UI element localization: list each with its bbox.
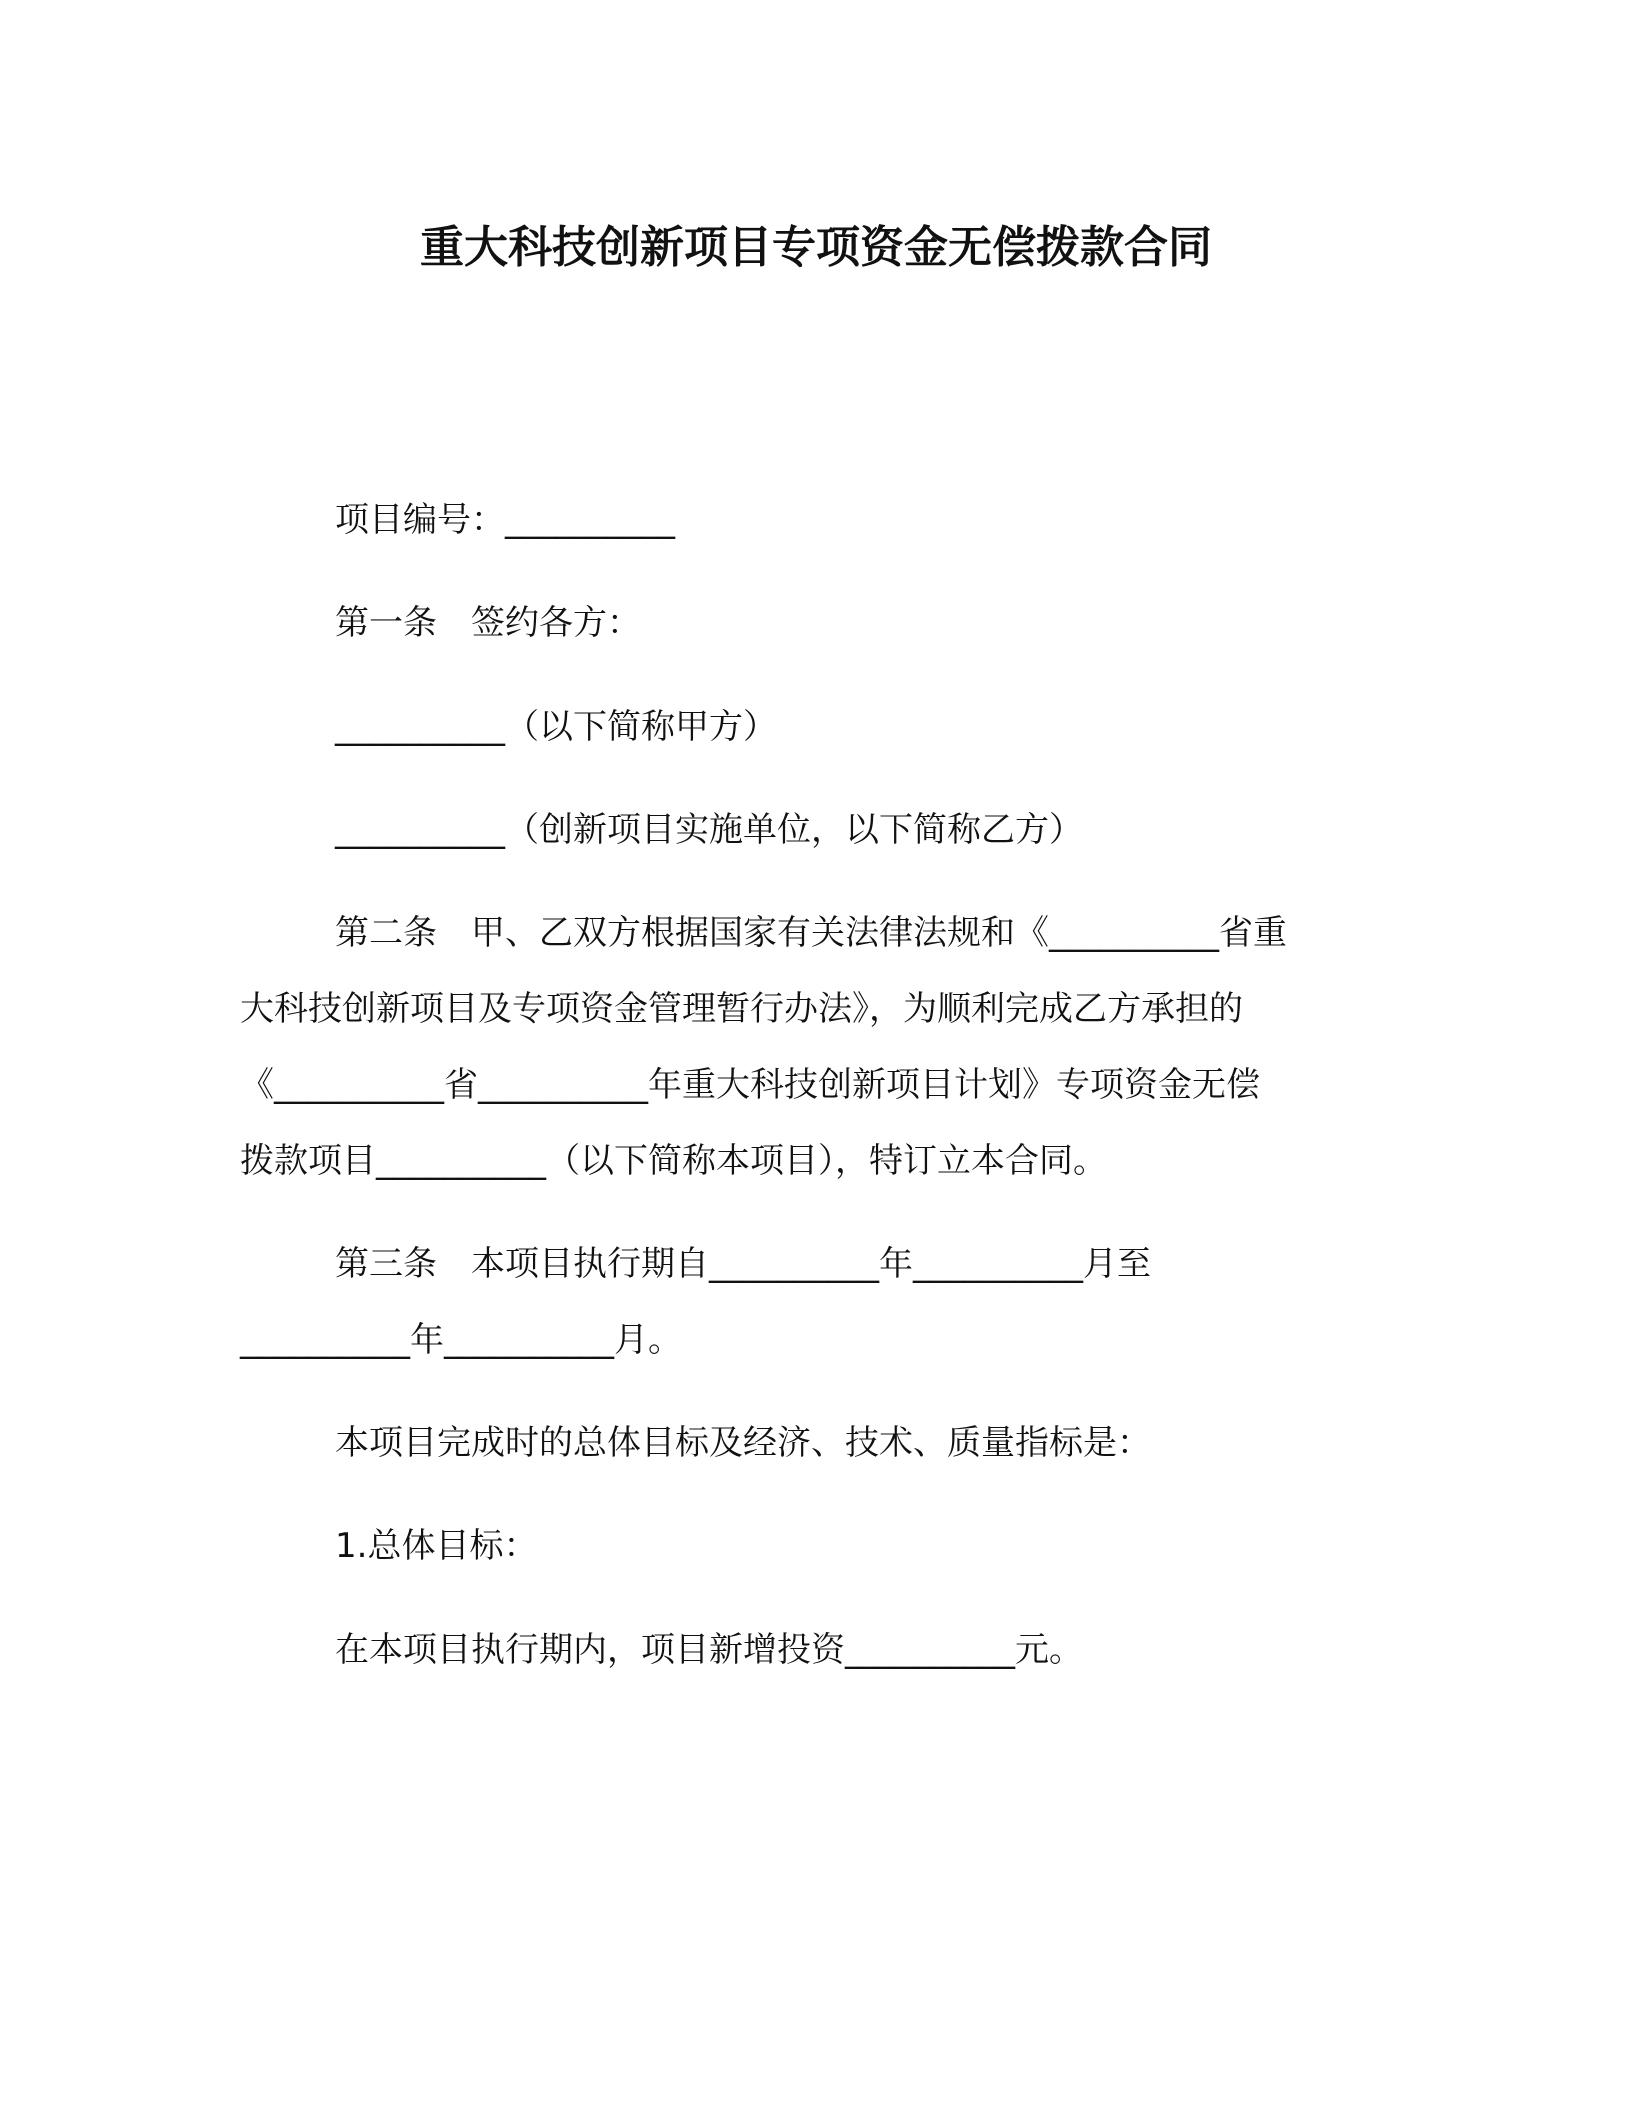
project-number-line: 项目编号：__________ [335, 500, 675, 540]
party-a-line: __________（以下简称甲方） [335, 707, 777, 747]
overall-target-heading: 1.总体目标： [335, 1526, 538, 1566]
article-3-line-1: 第三条 本项目执行期自__________年__________月至 [335, 1244, 1151, 1284]
targets-intro-line: 本项目完成时的总体目标及经济、技术、质量指标是： [335, 1423, 1151, 1463]
article-2-line-1: 第二条 甲、乙双方根据国家有关法律法规和《__________省重 [335, 913, 1287, 953]
document-title: 重大科技创新项目专项资金无偿拨款合同 [420, 222, 1212, 273]
article-1-heading: 第一条 签约各方： [335, 603, 641, 643]
article-3-line-2: __________年__________月。 [240, 1320, 682, 1360]
article-2-line-3: 《__________省__________年重大科技创新项目计划》专项资金无偿 [240, 1065, 1260, 1105]
article-2-line-2: 大科技创新项目及专项资金管理暂行办法》，为顺利完成乙方承担的 [240, 989, 1243, 1029]
article-2-line-4: 拨款项目__________（以下简称本项目），特订立本合同。 [240, 1141, 1107, 1181]
new-investment-line: 在本项目执行期内，项目新增投资__________元。 [335, 1630, 1083, 1670]
party-b-line: __________（创新项目实施单位，以下简称乙方） [335, 810, 1083, 850]
